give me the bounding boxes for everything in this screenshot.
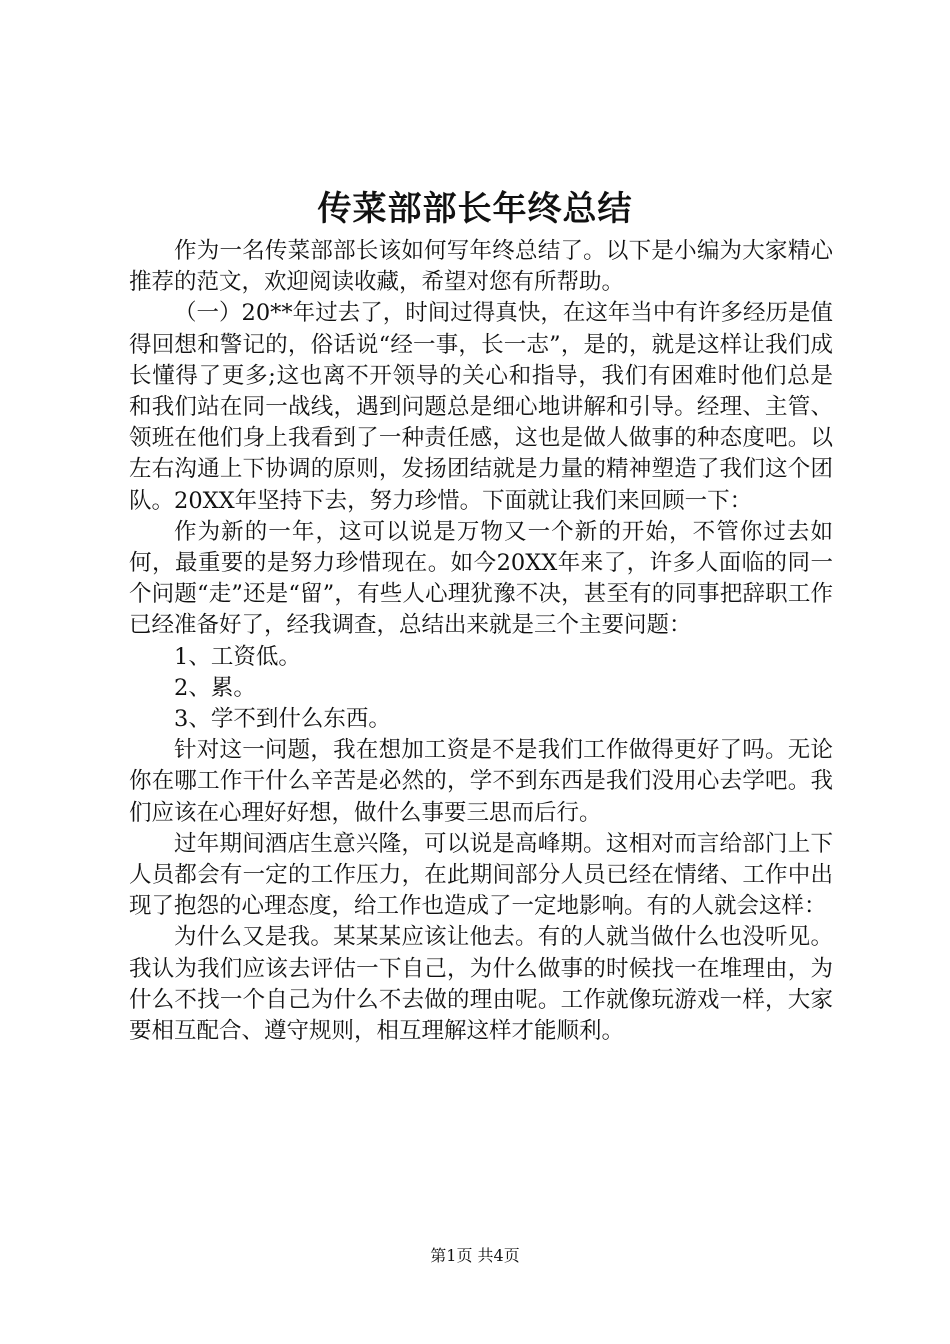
page-title: 传菜部部长年终总结 [317,189,633,229]
paragraph-intro: 作为一名传菜部部长该如何写年终总结了。以下是小编为大家精心推荐的范文，欢迎阅读收藏，希望对您有所帮助。 [129,238,833,296]
list-item-nothing-learned: 3、学不到什么东西。 [174,706,391,733]
paragraph-review: （一）20**年过去了，时间过得真快，在这年当中有许多经历是值得回想和警记的，俗话说“经一事，长一志”，是的，就是这样让我们成长懂得了更多;这也离不开领导的关心和指导，我们有困难时他们总是和我们站在同一战线，遇到问题总是细心地讲解和引导。经理、主管、领班在他们身上我看到了一种责任感，这也是做人做事的种态度吧。以左右沟通上下协调的原则，发扬团结就是力量的精神塑造了我们这个团队。20XX年坚持下去，努力珍惜。下面就让我们来回顾一下： [129,300,833,514]
paragraph-holiday-peak: 过年期间酒店生意兴隆，可以说是高峰期。这相对而言给部门上下人员都会有一定的工作压力，在此期间部分人员已经在情绪、工作中出现了抱怨的心理态度，给工作也造成了一定地影响。有的人就会这样： [129,830,833,920]
paragraph-new-year: 作为新的一年，这可以说是万物又一个新的开始，不管你过去如何，最重要的是努力珍惜现在。如今20XX年来了，许多人面临的同一个问题“走”还是“留”，有些人心理犹豫不决，甚至有的同事把辞职工作已经准备好了，经我调查，总结出来就是三个主要问题： [129,518,833,639]
page-number: 第1页 共4页 [430,1246,520,1265]
list-item-tired: 2、累。 [174,674,256,701]
paragraph-response: 针对这一问题，我在想加工资是不是我们工作做得更好了吗。无论你在哪工作干什么辛苦是必然的，学不到东西是我们没用心去学吧。我们应该在心理好好想，做什么事要三思而后行。 [129,737,833,826]
document-body [129,236,833,1047]
paragraph-reflection: 为什么又是我。某某某应该让他去。有的人就当做什么也没听见。我认为我们应该去评估一下自己，为什么做事的时候找一在堆理由，为什么不找一个自己为什么不去做的理由呢。工作就像玩游戏一样，大家要相互配合、遵守规则，相互理解这样才能顺利。 [129,924,833,1045]
list-item-low-salary: 1、工资低。 [174,643,301,670]
